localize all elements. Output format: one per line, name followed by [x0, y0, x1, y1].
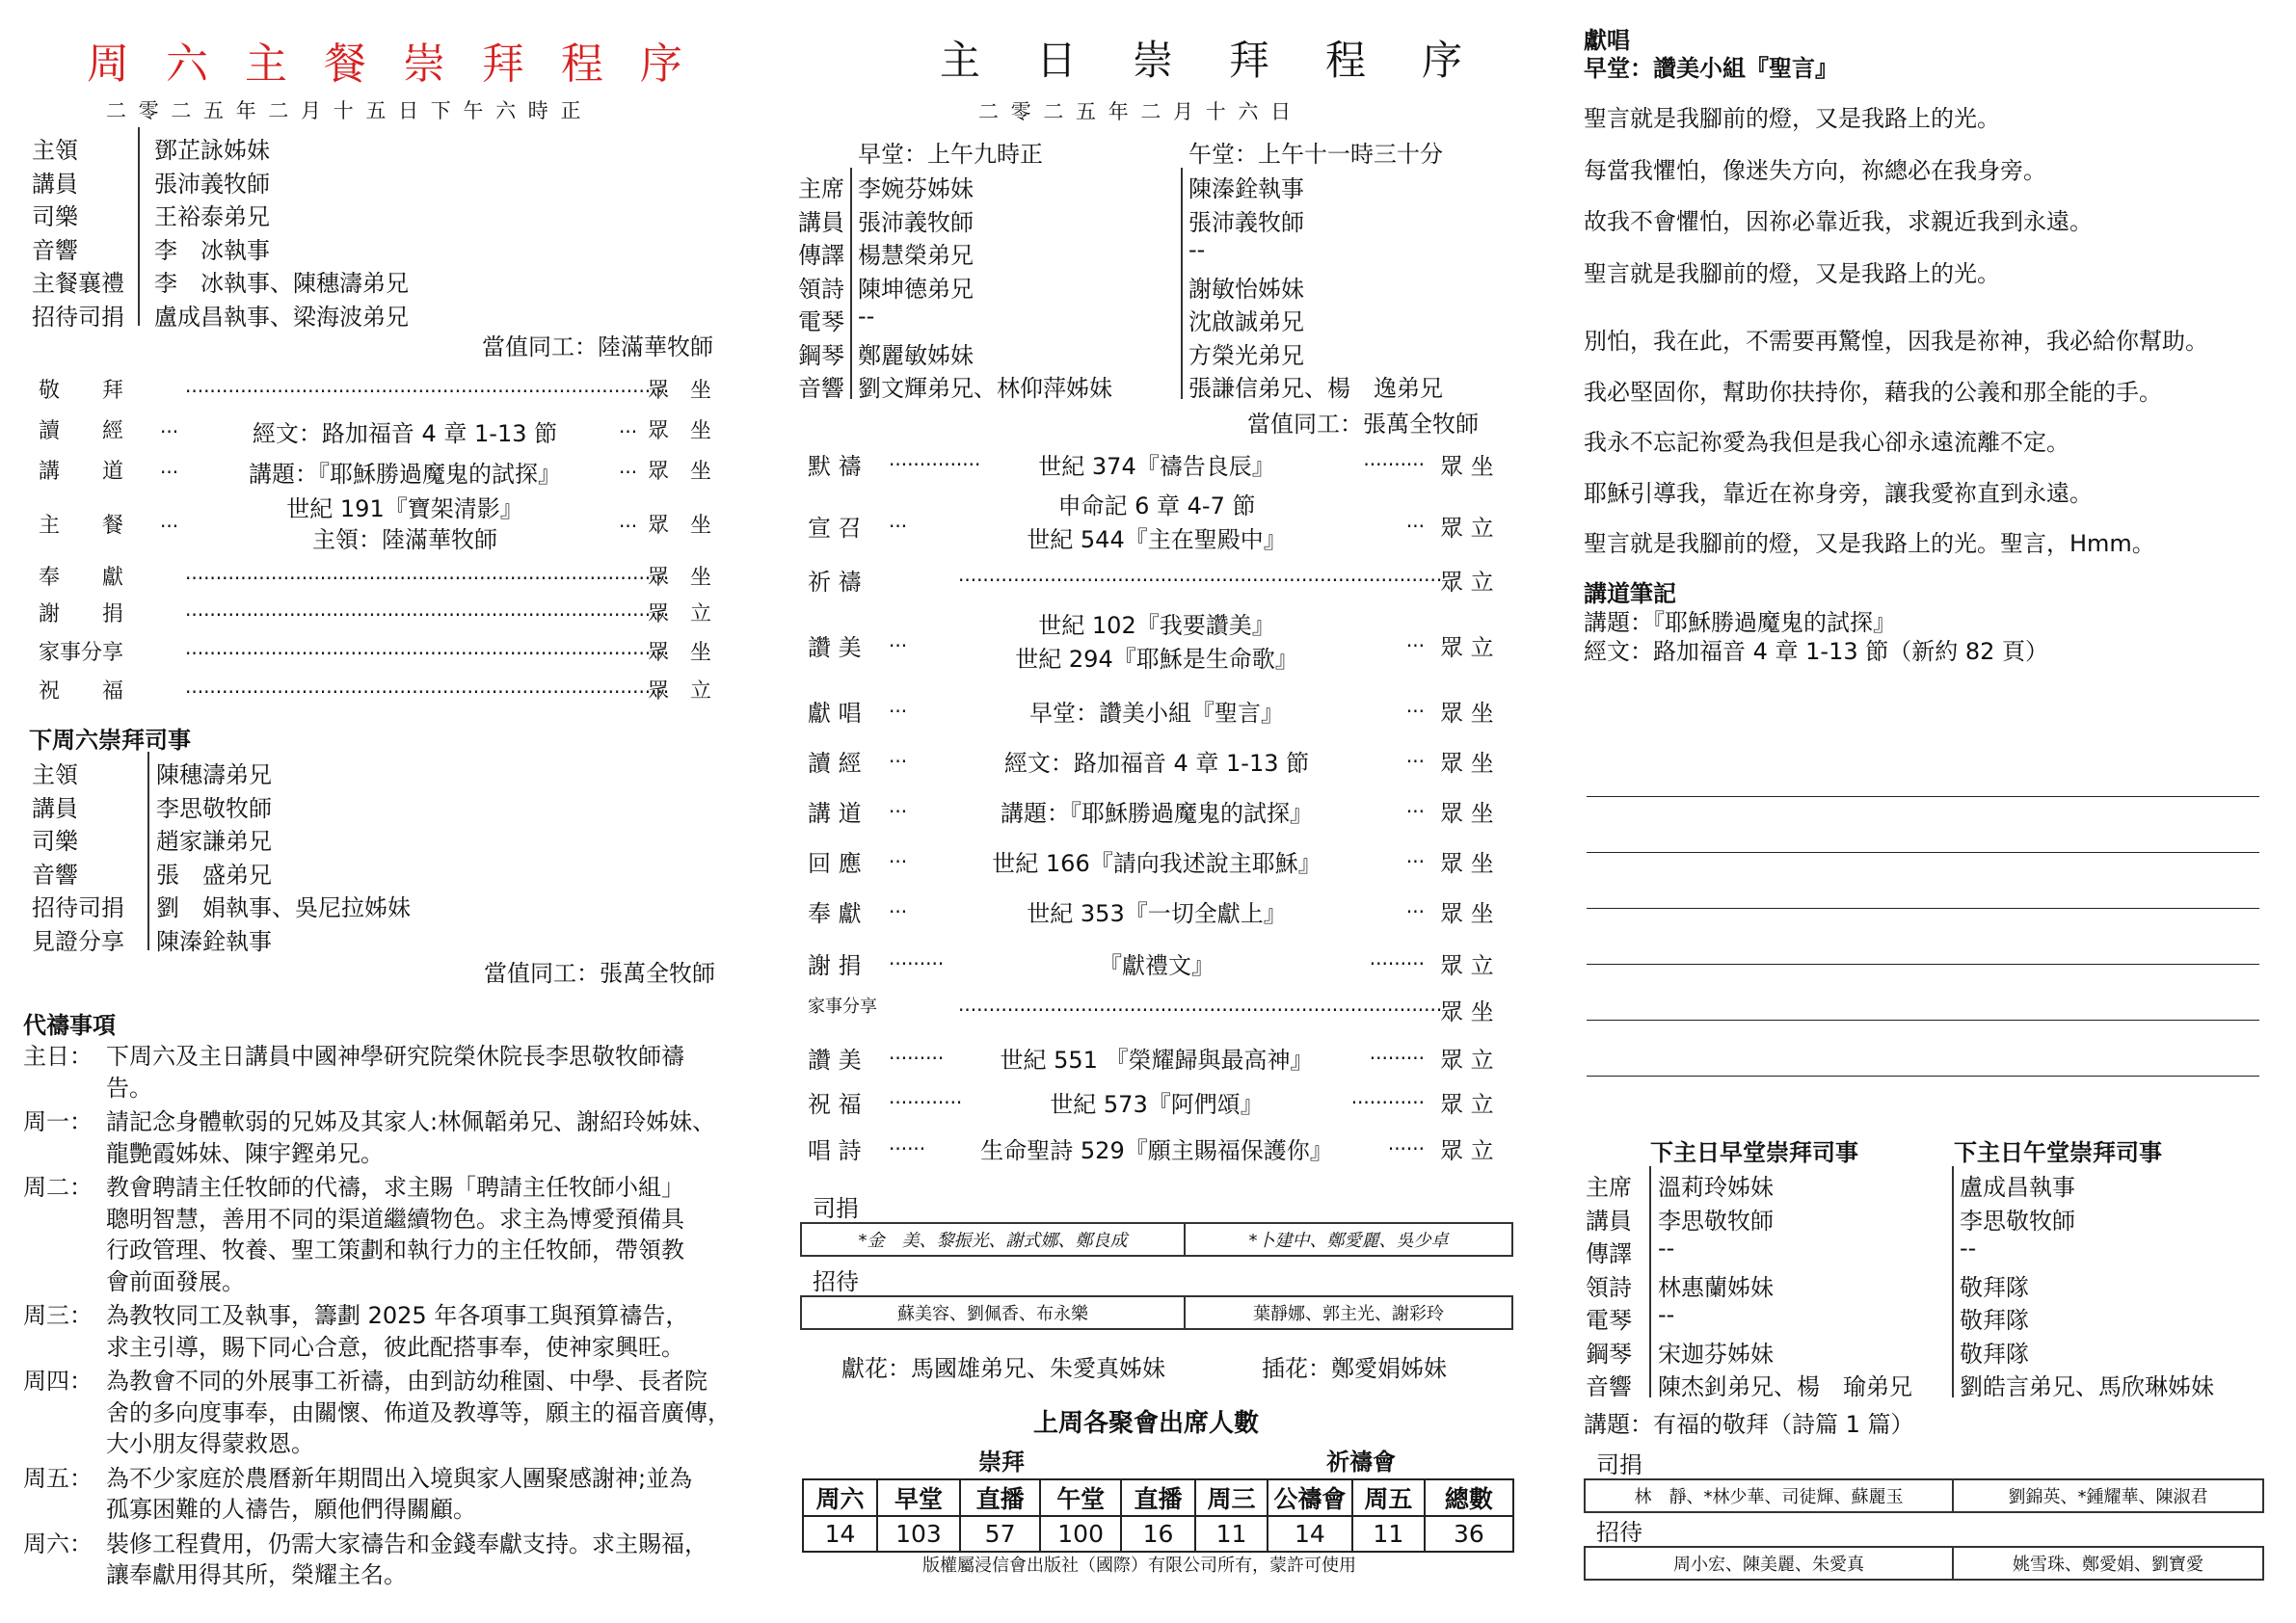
service-trailer: ... [1405, 628, 1425, 652]
attendance-table [802, 1478, 1514, 1553]
service-posture: 眾 坐 [648, 641, 712, 665]
prayer-day: 周一： [23, 1108, 93, 1135]
notes-topic: 講題：『耶穌勝過魔鬼的試探』 [1584, 609, 1896, 636]
attendance-value-cell: 57 [960, 1516, 1041, 1552]
service-item: 家事分享 [39, 641, 124, 665]
service-item: 敬 拜 [39, 379, 124, 403]
role-am: 林惠蘭姊妹 [1658, 1273, 1774, 1301]
prayer-line: 會前面發展。 [106, 1267, 245, 1295]
sun-offering-pm: *卜建中、鄭愛麗、吳少卓 [1184, 1224, 1511, 1255]
sun-flowers-arrange: 插花：鄭愛娟姊妹 [1262, 1355, 1447, 1382]
attendance-header-row [803, 1479, 1513, 1516]
service-detail-2: 世紀 544『主在聖殿中』 [1027, 526, 1287, 553]
role-am: 李思敬牧師 [1658, 1207, 1774, 1235]
role-pm: 陳溱銓執事 [1188, 175, 1304, 202]
note-line [1587, 852, 2259, 853]
lyric-line: 聖言就是我腳前的燈，又是我路上的光。 [1584, 105, 2000, 132]
service-posture: 眾 坐 [648, 514, 712, 538]
service-leader: ...... [889, 1131, 926, 1155]
attendance-header-cell: 直播 [960, 1479, 1041, 1516]
role-label: 鋼琴 [1586, 1340, 1632, 1368]
service-item: 奉 獻 [808, 900, 862, 927]
copyright: 版權屬浸信會出版社（國際）有限公司所有，蒙許可使用 [922, 1556, 1356, 1576]
attendance-header-cell: 公禱會 [1268, 1479, 1352, 1516]
prayer-line: 讓奉獻用得其所，榮耀主名。 [106, 1561, 407, 1588]
prayer-heading: 代禱事項 [23, 1012, 116, 1039]
service-leader: ... [889, 509, 908, 532]
lyric-line: 我必堅固你，幫助你扶持你，藉我的公義和那全能的手。 [1584, 378, 2162, 406]
role-label: 主餐襄禮 [32, 270, 124, 297]
attendance-header-cell: 午堂 [1040, 1479, 1121, 1516]
sat-title: 周 六 主 餐 崇 拜 程 序 [87, 40, 694, 89]
role-pm: 敬拜隊 [1960, 1273, 2029, 1301]
service-leader: ............... [889, 447, 981, 470]
service-trailer: ... [619, 414, 638, 438]
prayer-line: 裝修工程費用，仍需大家禱告和金錢奉獻支持。求主賜福， [106, 1530, 707, 1557]
attendance-header-cell: 周六 [803, 1479, 877, 1516]
role-label: 招待司捐 [32, 303, 124, 331]
service-posture: 眾 立 [648, 602, 712, 626]
service-detail: 世紀 551 『榮耀歸與最高神』 [1000, 1047, 1314, 1074]
service-item: 宣 召 [808, 515, 862, 542]
service-item: 讀 經 [39, 419, 124, 443]
next-pm-heading: 下主日午堂崇拜司事 [1954, 1139, 2162, 1166]
role-am: 張沛義牧師 [858, 208, 974, 236]
prayer-day: 周三： [23, 1302, 93, 1329]
prayer-line: 求主引導，賜下同心合意，彼此配搭事奉，使神家興旺。 [106, 1333, 684, 1361]
service-posture: 眾 坐 [1440, 750, 1494, 777]
role-label: 講員 [798, 208, 844, 236]
role-am: 陳坤德弟兄 [858, 275, 974, 303]
service-trailer: ... [1405, 509, 1425, 532]
service-posture: 眾 立 [1440, 952, 1494, 979]
role-am: 鄭麗敏姊妹 [858, 341, 974, 369]
service-posture: 眾 坐 [1440, 900, 1494, 927]
service-item: 主 餐 [39, 514, 124, 538]
service-item: 謝 捐 [808, 952, 862, 979]
lyric-line: 我永不忘記祢愛為我但是我心卻永遠流離不定。 [1584, 429, 2069, 456]
service-item: 讚 美 [808, 1047, 862, 1074]
attendance-header-cell: 總數 [1425, 1479, 1513, 1516]
role-pm: -- [1188, 236, 1206, 263]
service-item: 讀 經 [808, 750, 862, 777]
service-posture: 眾 坐 [1440, 800, 1494, 827]
sat-next-divider [147, 752, 149, 950]
role-pm: 謝敏怡姊妹 [1188, 275, 1304, 303]
prayer-day: 周五： [23, 1464, 93, 1492]
attendance-header-cell: 周五 [1352, 1479, 1425, 1516]
prayer-day: 周二： [23, 1174, 93, 1201]
service-detail: 講題：『耶穌勝過魔鬼的試探』 [249, 461, 561, 488]
note-line [1587, 1020, 2259, 1021]
service-leader: ... [160, 455, 179, 478]
service-leader: ... [889, 694, 908, 717]
role-label: 音響 [32, 236, 78, 264]
next-usher-box [1584, 1546, 2264, 1581]
role-am: 楊慧榮弟兄 [858, 242, 974, 269]
sun-offering-label: 司捐 [813, 1195, 859, 1222]
prayer-line: 請記念身體軟弱的兄姊及其家人:林佩韜弟兄、謝紹玲姊妹、 [106, 1108, 716, 1135]
role-pm: 沈啟誠弟兄 [1188, 308, 1304, 335]
lyric-line: 故我不會懼怕，因祢必靠近我，求親近我到永遠。 [1584, 208, 2093, 235]
role-am: -- [1658, 1235, 1675, 1262]
service-item: 讚 美 [808, 634, 862, 661]
role-label: 講員 [32, 170, 78, 198]
anthem-heading: 獻唱 [1584, 27, 1630, 54]
note-line [1587, 964, 2259, 965]
role-pm: 張沛義牧師 [1188, 208, 1304, 236]
role-am: -- [858, 303, 875, 330]
role-name: 王裕泰弟兄 [154, 203, 270, 230]
role-am: 劉文輝弟兄、林仰萍姊妹 [858, 375, 1112, 402]
service-detail: 世紀 374『禱告良辰』 [1038, 453, 1275, 480]
role-label: 主領 [32, 761, 78, 788]
anthem-subheading: 早堂：讚美小組『聖言』 [1584, 55, 1838, 82]
role-am: 李婉芬姊妹 [858, 175, 974, 202]
service-detail: 經文：路加福音 4 章 1-13 節 [252, 420, 558, 447]
prayer-line: 為教會不同的外展事工祈禱，由到訪幼稚園、中學、長者院 [106, 1368, 707, 1395]
role-name: 陳穗濤弟兄 [156, 761, 272, 788]
prayer-day: 周四： [23, 1368, 93, 1395]
service-item: 家事分享 [808, 997, 877, 1017]
service-trailer: ... [1405, 894, 1425, 918]
role-pm: -- [1960, 1235, 1977, 1262]
service-leader: ... [889, 794, 908, 817]
service-posture: 眾 坐 [648, 419, 712, 443]
service-item: 回 應 [808, 850, 862, 877]
prayer-line: 舍的多向度事奉，由關懷、佈道及教導等，願主的福音廣傳， [106, 1398, 731, 1426]
service-leader: ............................................................................... [958, 563, 1443, 586]
lyric-line: 聖言就是我腳前的燈，又是我路上的光。聖言，Hmm。 [1584, 530, 2155, 557]
service-leader: ... [889, 744, 908, 767]
role-pm: 劉皓言弟兄、馬欣琳姊妹 [1960, 1373, 2214, 1400]
next-offering-pm: 劉錦英、*鍾耀華、陳淑君 [1952, 1480, 2262, 1511]
sun-flowers-give: 獻花：馬國雄弟兄、朱愛真姊妹 [841, 1355, 1165, 1382]
attendance-value-cell: 36 [1425, 1516, 1513, 1552]
note-line [1587, 796, 2259, 797]
service-item: 默 禱 [808, 453, 862, 480]
service-detail: 講題：『耶穌勝過魔鬼的試探』 [1001, 800, 1313, 827]
service-posture: 眾 坐 [1440, 453, 1494, 480]
role-name: 李思敬牧師 [156, 794, 272, 822]
sun-offering-box [800, 1222, 1513, 1257]
next-usher-am: 周小宏、陳美麗、朱愛真 [1673, 1555, 1864, 1575]
service-item: 獻 唱 [808, 700, 862, 727]
role-label: 司樂 [32, 828, 78, 855]
service-item: 奉 獻 [39, 566, 124, 590]
service-detail-2: 世紀 294『耶穌是生命歌』 [1015, 646, 1298, 673]
service-trailer: ... [619, 509, 638, 532]
role-label: 主席 [1586, 1174, 1632, 1201]
sun-title: 主 日 崇 拜 程 序 [940, 37, 1471, 84]
service-posture: 眾 立 [1440, 1047, 1494, 1074]
next-roles-divider-left [1649, 1166, 1651, 1397]
role-label: 領詩 [798, 275, 844, 303]
role-name: 劉 娟執事、吳尼拉姊妹 [156, 894, 411, 921]
service-item: 講 道 [39, 460, 124, 484]
service-leader: ... [889, 844, 908, 867]
role-label: 音響 [32, 861, 78, 889]
role-name: 陳溱銓執事 [156, 927, 272, 955]
role-label: 見證分享 [32, 927, 124, 955]
service-detail: 世紀 573『阿們頌』 [1050, 1091, 1264, 1118]
prayer-line: 為不少家庭於農曆新年期間出入境與家人團聚感謝神;並為 [106, 1464, 693, 1492]
role-label: 主席 [798, 175, 844, 202]
service-leader: ... [160, 509, 179, 532]
role-am: 溫莉玲姊妹 [1658, 1174, 1774, 1201]
role-label: 鋼琴 [798, 341, 844, 369]
service-item: 祝 福 [39, 679, 124, 704]
role-name: 張 盛弟兄 [156, 861, 272, 889]
role-pm: 敬拜隊 [1960, 1307, 2029, 1334]
service-item: 講 道 [808, 800, 862, 827]
service-detail: 世紀 191『寶架清影』 [286, 495, 523, 522]
role-pm: 張謙信弟兄、楊 逸弟兄 [1188, 375, 1443, 402]
attendance-header-cell: 直播 [1121, 1479, 1195, 1516]
next-roles-divider-mid [1952, 1166, 1954, 1397]
service-posture: 眾 立 [1440, 1137, 1494, 1164]
next-offering-box [1584, 1478, 2264, 1513]
next-usher-pm: 姚雪珠、鄭愛娟、劉寶愛 [1952, 1548, 2262, 1579]
role-label: 司樂 [32, 203, 78, 230]
service-posture: 眾 立 [1440, 515, 1494, 542]
service-item: 唱 詩 [808, 1137, 862, 1164]
role-name: 李 冰執事、陳穗濤弟兄 [154, 270, 409, 297]
next-topic: 講題：有福的敬拜（詩篇 1 篇） [1584, 1411, 1914, 1438]
service-detail: 申命記 6 章 4-7 節 [1057, 492, 1256, 519]
role-name: 盧成昌執事、梁海波弟兄 [154, 303, 409, 331]
service-trailer: .......... [1363, 447, 1425, 470]
service-trailer: ... [619, 455, 638, 478]
service-trailer: ......... [1369, 1041, 1425, 1064]
role-label: 招待司捐 [32, 894, 124, 921]
role-name: 鄧芷詠姊妹 [154, 137, 270, 164]
service-detail: 世紀 166『請向我述說主耶穌』 [992, 850, 1322, 877]
prayer-day: 主日： [23, 1043, 93, 1070]
prayer-day: 周六： [23, 1530, 93, 1557]
service-leader: ............................................................................... [185, 374, 670, 397]
service-trailer: ............ [1350, 1085, 1425, 1108]
role-label: 傳譯 [1586, 1240, 1632, 1267]
role-name: 趙家謙弟兄 [156, 828, 272, 855]
service-leader: ............................................................................... [185, 598, 670, 621]
service-detail: 早堂：讚美小組『聖言』 [1029, 700, 1284, 727]
sun-usher-label: 招待 [813, 1268, 859, 1295]
service-trailer: ...... [1387, 1131, 1425, 1155]
attendance-header-cell: 早堂 [877, 1479, 960, 1516]
role-label: 電琴 [798, 308, 844, 335]
lyric-line: 耶穌引導我，靠近在祢身旁，讓我愛祢直到永遠。 [1584, 479, 2093, 507]
service-trailer: ......... [1369, 946, 1425, 970]
role-label: 電琴 [1586, 1307, 1632, 1334]
role-label: 傳譯 [798, 242, 844, 269]
lyric-line: 聖言就是我腳前的燈，又是我路上的光。 [1584, 259, 2000, 287]
sun-am-header: 早堂：上午九時正 [858, 141, 1043, 168]
prayer-line: 行政管理、牧養、聖工策劃和執行力的主任牧師，帶領教 [106, 1237, 684, 1264]
service-detail: 世紀 353『一切全獻上』 [1027, 900, 1287, 927]
role-name: 張沛義牧師 [154, 170, 270, 198]
prayer-line: 下周六及主日講員中國神學研究院榮休院長李思敬牧師禱 [106, 1043, 684, 1070]
service-leader: ............................................................................... [958, 993, 1443, 1016]
prayer-line: 聰明智慧，善用不同的渠道繼續物色。求主為博愛預備具 [106, 1205, 684, 1233]
service-posture: 眾 坐 [1440, 700, 1494, 727]
notes-text: 經文：路加福音 4 章 1-13 節（新約 82 頁） [1584, 638, 2049, 665]
service-trailer: ... [1405, 794, 1425, 817]
service-leader: ............................................................................... [185, 561, 670, 584]
service-detail: 世紀 102『我要讚美』 [1038, 612, 1275, 639]
attendance-header-cell: 周三 [1195, 1479, 1268, 1516]
sat-next-heading: 下周六崇拜司事 [29, 727, 191, 754]
note-line [1587, 1076, 2259, 1077]
next-usher-label: 招待 [1596, 1519, 1642, 1546]
sun-roles-divider-mid [1181, 168, 1183, 399]
attendance-heading: 上周各聚會出席人數 [1033, 1409, 1260, 1438]
attendance-group-prayer: 祈禱會 [1326, 1449, 1396, 1476]
sun-date: 二 零 二 五 年 二 月 十 六 日 [978, 100, 1295, 123]
service-leader: ......... [889, 1041, 945, 1064]
role-am: -- [1658, 1301, 1675, 1328]
role-name: 李 冰執事 [154, 236, 270, 264]
service-item: 祈 禱 [808, 569, 862, 596]
sun-duty: 當值同工：張萬全牧師 [1247, 411, 1479, 438]
sat-roles-divider [138, 127, 140, 326]
service-posture: 眾 坐 [1440, 850, 1494, 877]
service-leader: ............................................................................... [185, 636, 670, 659]
lyric-line: 每當我懼怕，像迷失方向，祢總必在我身旁。 [1584, 156, 2046, 184]
service-detail-2: 主領：陸滿華牧師 [312, 526, 497, 553]
sun-usher-am: 蘇美容、劉佩香、布永樂 [897, 1304, 1088, 1324]
prayer-line: 大小朋友得蒙救恩。 [106, 1430, 314, 1457]
sun-usher-pm: 葉靜娜、郭主光、謝彩玲 [1184, 1297, 1511, 1328]
attendance-value-cell: 103 [877, 1516, 960, 1552]
service-leader: ... [889, 894, 908, 918]
service-leader: ......... [889, 946, 945, 970]
service-posture: 眾 坐 [648, 379, 712, 403]
sun-usher-box [800, 1295, 1513, 1330]
role-label: 講員 [1586, 1207, 1632, 1235]
service-posture: 眾 坐 [648, 566, 712, 590]
sat-next-duty: 當值同工：張萬全牧師 [484, 960, 715, 987]
next-offering-am: 林 靜、*林少華、司徒輝、蘇麗玉 [1634, 1487, 1904, 1507]
prayer-line: 龍艷霞姊妹、陳宇鏗弟兄。 [106, 1139, 384, 1167]
role-label: 主領 [32, 137, 78, 164]
role-label: 講員 [32, 794, 78, 822]
next-offering-label: 司捐 [1596, 1451, 1642, 1478]
prayer-line: 孤寡困難的人禱告，願他們得關顧。 [106, 1496, 476, 1523]
service-posture: 眾 立 [1440, 1091, 1494, 1118]
service-trailer: ... [1405, 744, 1425, 767]
prayer-line: 告。 [106, 1074, 152, 1102]
attendance-value-cell: 14 [1268, 1516, 1352, 1552]
attendance-value-cell: 16 [1121, 1516, 1195, 1552]
role-label: 領詩 [1586, 1273, 1632, 1301]
prayer-line: 教會聘請主任牧師的代禱，求主賜「聘請主任牧師小組」 [106, 1174, 684, 1201]
service-leader: ............................................................................... [185, 675, 670, 698]
service-detail: 經文：路加福音 4 章 1-13 節 [1003, 750, 1310, 777]
attendance-value-cell: 100 [1040, 1516, 1121, 1552]
service-item: 祝 福 [808, 1091, 862, 1118]
note-line [1587, 908, 2259, 909]
sun-pm-header: 午堂：上午十一時三十分 [1188, 141, 1443, 168]
role-pm: 方榮光弟兄 [1188, 341, 1304, 369]
service-detail: 生命聖詩 529『願主賜福保護你』 [980, 1137, 1333, 1164]
service-trailer: ... [1405, 694, 1425, 717]
attendance-value-row [803, 1516, 1513, 1552]
role-pm: 盧成昌執事 [1960, 1174, 2075, 1201]
role-label: 音響 [798, 375, 844, 402]
attendance-value-cell: 14 [803, 1516, 877, 1552]
role-pm: 敬拜隊 [1960, 1340, 2029, 1368]
service-leader: ... [160, 414, 179, 438]
next-am-heading: 下主日早堂崇拜司事 [1650, 1139, 1858, 1166]
service-posture: 眾 立 [648, 679, 712, 704]
role-pm: 李思敬牧師 [1960, 1207, 2075, 1235]
service-leader: ............ [889, 1085, 963, 1108]
role-am: 陳杰釗弟兄、楊 瑜弟兄 [1658, 1373, 1912, 1400]
attendance-value-cell: 11 [1195, 1516, 1268, 1552]
service-posture: 眾 坐 [1440, 998, 1494, 1025]
service-posture: 眾 立 [1440, 634, 1494, 661]
service-detail: 『獻禮文』 [1099, 952, 1215, 979]
sat-duty: 當值同工：陸滿華牧師 [482, 333, 713, 360]
prayer-line: 為教牧同工及執事，籌劃 2025 年各項事工與預算禱告， [106, 1302, 689, 1329]
sat-date: 二 零 二 五 年 二 月 十 五 日 下 午 六 時 正 [106, 99, 584, 122]
attendance-group-worship: 崇拜 [978, 1449, 1025, 1476]
service-posture: 眾 坐 [648, 460, 712, 484]
service-leader: ... [889, 628, 908, 652]
service-item: 謝 捐 [39, 602, 124, 626]
attendance-value-cell: 11 [1352, 1516, 1425, 1552]
sun-roles-divider-left [850, 168, 852, 399]
notes-heading: 講道筆記 [1584, 580, 1676, 607]
sun-offering-am: *金 美、黎振光、謝式娜、鄭良成 [858, 1231, 1128, 1251]
service-posture: 眾 立 [1440, 569, 1494, 596]
role-am: 宋迦芬姊妹 [1658, 1340, 1774, 1368]
role-label: 音響 [1586, 1373, 1632, 1400]
lyric-line: 別怕，我在此，不需要再驚惶，因我是祢神，我必給你幫助。 [1584, 328, 2208, 355]
service-trailer: ... [1405, 844, 1425, 867]
